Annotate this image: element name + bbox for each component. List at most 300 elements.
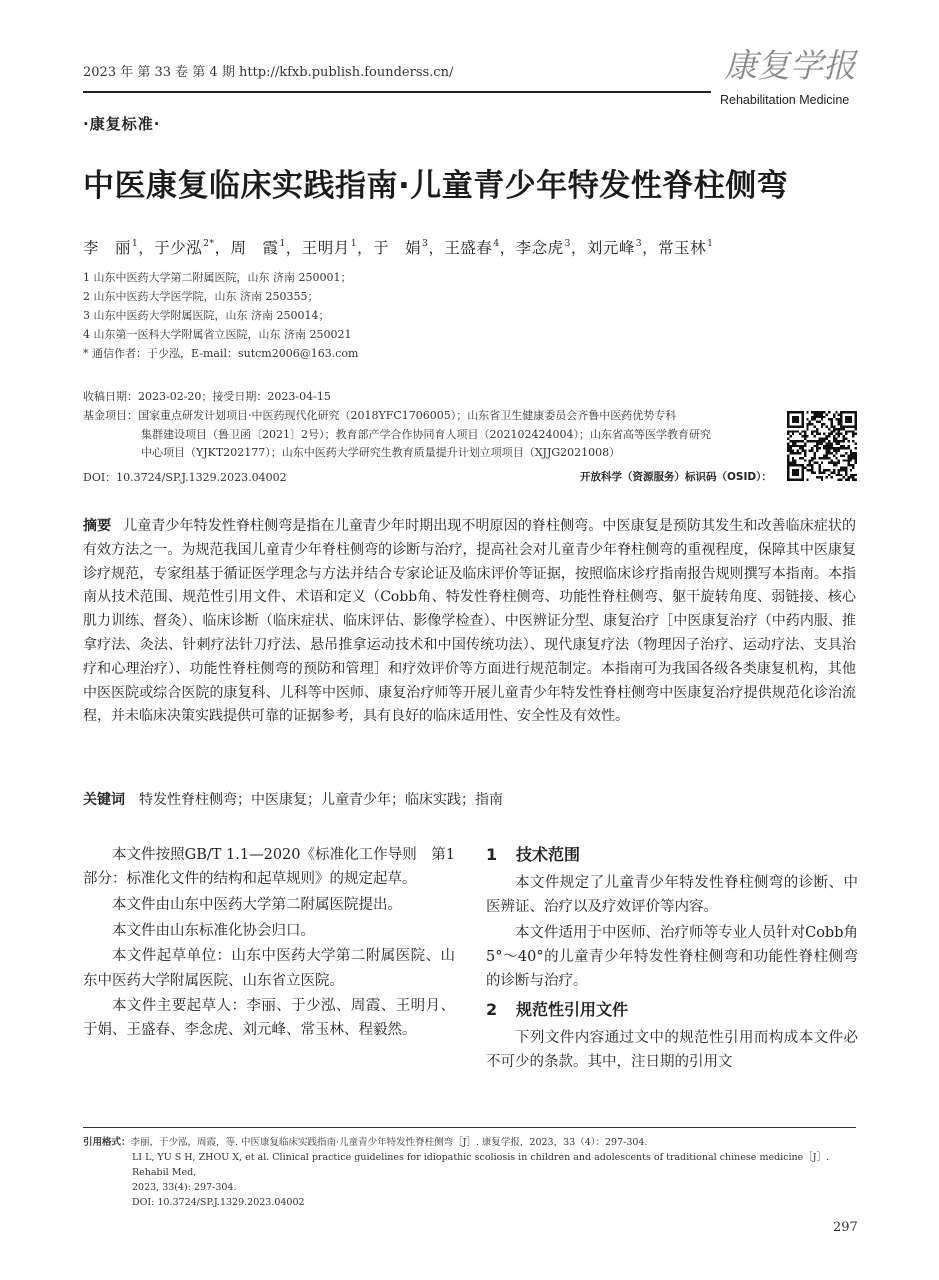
qr-module xyxy=(821,423,823,425)
qr-module xyxy=(840,413,842,415)
qr-module xyxy=(847,445,849,447)
qr-module xyxy=(794,442,796,444)
qr-module xyxy=(787,421,789,423)
qr-module xyxy=(814,411,816,413)
qr-module xyxy=(801,457,803,459)
qr-module xyxy=(804,452,806,454)
qr-module xyxy=(787,471,789,473)
qr-module xyxy=(799,411,801,413)
qr-module xyxy=(801,435,803,437)
qr-module xyxy=(787,450,789,452)
qr-module xyxy=(816,445,818,447)
qr-module xyxy=(847,476,849,478)
qr-module xyxy=(833,428,835,430)
author-affiliation-marker: 1 xyxy=(132,239,139,249)
qr-module xyxy=(833,469,835,471)
qr-module xyxy=(843,445,845,447)
qr-module xyxy=(823,433,825,435)
qr-module xyxy=(811,467,813,469)
qr-module xyxy=(850,450,852,452)
qr-module xyxy=(835,442,837,444)
qr-module xyxy=(789,440,791,442)
qr-module xyxy=(828,474,830,476)
qr-module xyxy=(835,464,837,466)
qr-module xyxy=(818,447,820,449)
qr-module xyxy=(840,423,842,425)
doi[interactable]: DOI：10.3724/SP.J.1329.2023.04002 xyxy=(83,471,287,484)
qr-module xyxy=(797,411,799,413)
qr-module xyxy=(804,467,806,469)
qr-module xyxy=(809,421,811,423)
qr-module xyxy=(843,454,845,456)
qr-module xyxy=(830,433,832,435)
qr-module xyxy=(840,440,842,442)
paragraph-standard: 本文件按照GB/T 1.1—2020《标准化工作导则 第1部分：标准化文件的结构和起草规则》的规定起草。 xyxy=(83,847,455,888)
qr-module xyxy=(828,469,830,471)
qr-module xyxy=(833,447,835,449)
qr-module xyxy=(797,421,799,423)
qr-module xyxy=(794,474,796,476)
qr-module xyxy=(811,411,813,413)
qr-module xyxy=(794,464,796,466)
qr-module xyxy=(794,459,796,461)
qr-module xyxy=(794,462,796,464)
qr-module xyxy=(811,416,813,418)
qr-module xyxy=(787,454,789,456)
qr-module xyxy=(835,440,837,442)
qr-module xyxy=(838,450,840,452)
qr-module xyxy=(845,438,847,440)
qr-module xyxy=(814,452,816,454)
qr-module xyxy=(852,479,854,481)
qr-module xyxy=(852,430,854,432)
qr-module xyxy=(838,430,840,432)
corresponding-author: * 通信作者：于少泓，E-mail：sutcm2006@163.com xyxy=(83,347,359,360)
qr-module xyxy=(799,447,801,449)
right-column xyxy=(486,843,858,1075)
qr-module xyxy=(792,462,794,464)
affiliations xyxy=(83,268,358,363)
qr-module xyxy=(804,459,806,461)
author-name: 李念虎 xyxy=(515,239,564,257)
qr-module xyxy=(818,476,820,478)
qr-module xyxy=(835,447,837,449)
qr-module xyxy=(792,416,794,418)
qr-module xyxy=(804,430,806,432)
qr-module xyxy=(809,459,811,461)
qr-module xyxy=(847,479,849,481)
qr-module xyxy=(855,442,857,444)
qr-module xyxy=(811,471,813,473)
qr-module xyxy=(797,464,799,466)
qr-module xyxy=(792,464,794,466)
qr-module xyxy=(828,462,830,464)
qr-module xyxy=(843,435,845,437)
qr-module xyxy=(852,411,854,413)
qr-module xyxy=(818,416,820,418)
qr-module xyxy=(792,440,794,442)
page-number: 297 xyxy=(833,1220,858,1235)
qr-module xyxy=(855,428,857,430)
section-tag: ·康复标准· xyxy=(83,115,161,133)
qr-module xyxy=(843,411,845,413)
qr-module xyxy=(845,469,847,471)
qr-module xyxy=(801,425,803,427)
author-affiliation-marker: 4 xyxy=(493,239,500,249)
qr-module xyxy=(792,471,794,473)
qr-module xyxy=(789,464,791,466)
qr-module xyxy=(799,440,801,442)
qr-module xyxy=(835,433,837,435)
qr-module xyxy=(847,457,849,459)
citation-line-1: 李丽，于少泓，周霞，等. 中医康复临床实践指南·儿童青少年特发性脊柱侧弯［J］. 康复学报，2023，33（4）：297-304. xyxy=(130,1137,648,1148)
qr-module xyxy=(833,425,835,427)
author-name: 周 霞 xyxy=(230,239,279,257)
qr-module xyxy=(821,442,823,444)
qr-module xyxy=(847,462,849,464)
qr-module xyxy=(787,430,789,432)
qr-module xyxy=(787,459,789,461)
qr-module xyxy=(855,474,857,476)
qr-module xyxy=(835,457,837,459)
qr-module xyxy=(845,452,847,454)
qr-module xyxy=(821,416,823,418)
qr-module xyxy=(852,467,854,469)
qr-module xyxy=(792,418,794,420)
qr-module xyxy=(823,471,825,473)
qr-module xyxy=(835,474,837,476)
qr-module xyxy=(845,430,847,432)
qr-module xyxy=(794,471,796,473)
qr-module xyxy=(835,428,837,430)
qr-module xyxy=(840,428,842,430)
author-name: 王明月 xyxy=(301,239,350,257)
qr-module xyxy=(811,457,813,459)
qr-module xyxy=(838,442,840,444)
qr-module xyxy=(797,471,799,473)
qr-module xyxy=(809,464,811,466)
qr-module xyxy=(835,418,837,420)
qr-module xyxy=(821,411,823,413)
qr-module xyxy=(830,462,832,464)
qr-module xyxy=(833,440,835,442)
qr-module xyxy=(809,450,811,452)
qr-module xyxy=(826,476,828,478)
qr-module xyxy=(847,416,849,418)
qr-module xyxy=(843,476,845,478)
qr-module xyxy=(850,469,852,471)
qr-module xyxy=(794,411,796,413)
qr-module xyxy=(799,433,801,435)
qr-module xyxy=(840,467,842,469)
qr-module xyxy=(833,438,835,440)
qr-module xyxy=(830,430,832,432)
author-affiliation-marker: 1 xyxy=(279,239,286,249)
qr-module xyxy=(792,474,794,476)
qr-module xyxy=(826,457,828,459)
qr-module xyxy=(814,462,816,464)
qr-module xyxy=(826,452,828,454)
qr-module xyxy=(855,447,857,449)
qr-module xyxy=(801,445,803,447)
qr-module xyxy=(789,445,791,447)
qr-module xyxy=(830,476,832,478)
qr-module xyxy=(852,425,854,427)
qr-module xyxy=(833,416,835,418)
qr-module xyxy=(794,469,796,471)
qr-module xyxy=(823,469,825,471)
qr-module xyxy=(855,423,857,425)
funding-line-1: 基金项目：国家重点研发计划项目·中医药现代化研究（2018YFC1706005）；山东省卫生健康委员会齐鲁中医药优势专科 xyxy=(83,409,677,422)
qr-module xyxy=(814,413,816,415)
author-affiliation-marker: 1 xyxy=(350,239,358,249)
received-accepted-dates: 收稿日期：2023-02-20；接受日期：2023-04-15 xyxy=(83,390,331,403)
author-affiliation-marker: 1 xyxy=(707,239,714,249)
qr-module xyxy=(845,418,847,420)
qr-module xyxy=(792,445,794,447)
qr-module xyxy=(828,433,830,435)
qr-module xyxy=(804,450,806,452)
qr-module xyxy=(806,423,808,425)
qr-module xyxy=(850,476,852,478)
qr-module xyxy=(799,452,801,454)
section-2-number: 2 xyxy=(486,999,498,1019)
qr-module xyxy=(816,440,818,442)
qr-module xyxy=(806,469,808,471)
qr-module xyxy=(792,421,794,423)
qr-module xyxy=(801,479,803,481)
qr-module xyxy=(794,430,796,432)
qr-module xyxy=(801,464,803,466)
qr-module xyxy=(830,418,832,420)
qr-module xyxy=(787,479,789,481)
qr-module xyxy=(852,476,854,478)
qr-module xyxy=(826,435,828,437)
author-name: 常玉林 xyxy=(658,239,707,257)
qr-module xyxy=(789,430,791,432)
qr-module xyxy=(830,442,832,444)
keywords-label: 关键词 xyxy=(83,792,125,808)
left-column xyxy=(83,843,455,1044)
qr-code-icon[interactable] xyxy=(787,411,857,481)
qr-module xyxy=(855,452,857,454)
qr-module xyxy=(840,416,842,418)
author-name: 刘元峰 xyxy=(586,239,635,257)
qr-module xyxy=(835,450,837,452)
qr-module xyxy=(828,428,830,430)
issue-line: 2023 年 第 33 卷 第 4 期 http://kfxb.publish.founderss.cn/ xyxy=(83,65,454,80)
qr-module xyxy=(787,462,789,464)
qr-module xyxy=(855,454,857,456)
qr-module xyxy=(794,452,796,454)
qr-module xyxy=(818,433,820,435)
qr-module xyxy=(792,411,794,413)
qr-module xyxy=(840,469,842,471)
qr-module xyxy=(797,469,799,471)
qr-module xyxy=(787,423,789,425)
qr-module xyxy=(838,447,840,449)
qr-module xyxy=(818,438,820,440)
abstract-label: 摘要 xyxy=(83,518,112,534)
qr-module xyxy=(826,413,828,415)
qr-module xyxy=(794,445,796,447)
qr-module xyxy=(789,452,791,454)
qr-module xyxy=(792,457,794,459)
section-2-paragraph-1: 下列文件内容通过文中的规范性引用而构成本文件必不可少的条款。其中，注日期的引用文 xyxy=(486,1029,858,1070)
qr-module xyxy=(801,411,803,413)
qr-module xyxy=(828,447,830,449)
qr-module xyxy=(797,474,799,476)
qr-module xyxy=(847,454,849,456)
qr-module xyxy=(804,433,806,435)
qr-module xyxy=(821,479,823,481)
header-rule xyxy=(83,91,711,93)
qr-module xyxy=(801,430,803,432)
qr-module xyxy=(806,435,808,437)
qr-module xyxy=(828,452,830,454)
qr-module xyxy=(816,428,818,430)
qr-module xyxy=(840,474,842,476)
qr-module xyxy=(840,421,842,423)
author-name: 于 娟 xyxy=(373,239,422,257)
keywords xyxy=(83,789,856,809)
qr-module xyxy=(804,435,806,437)
qr-module xyxy=(850,464,852,466)
qr-module xyxy=(845,416,847,418)
qr-module xyxy=(799,425,801,427)
qr-module xyxy=(818,413,820,415)
qr-module xyxy=(789,450,791,452)
qr-module xyxy=(843,467,845,469)
qr-module xyxy=(821,471,823,473)
qr-module xyxy=(787,445,789,447)
qr-module xyxy=(806,464,808,466)
qr-module xyxy=(821,476,823,478)
qr-module xyxy=(835,411,837,413)
qr-module xyxy=(845,411,847,413)
qr-module xyxy=(843,425,845,427)
qr-module xyxy=(828,411,830,413)
qr-module xyxy=(792,442,794,444)
qr-module xyxy=(797,479,799,481)
qr-module xyxy=(801,423,803,425)
qr-module xyxy=(811,447,813,449)
qr-module xyxy=(811,418,813,420)
qr-module xyxy=(787,457,789,459)
qr-module xyxy=(792,430,794,432)
qr-module xyxy=(806,428,808,430)
qr-module xyxy=(811,469,813,471)
qr-module xyxy=(799,445,801,447)
qr-module xyxy=(821,438,823,440)
qr-module xyxy=(787,474,789,476)
qr-module xyxy=(828,445,830,447)
qr-module xyxy=(787,413,789,415)
qr-module xyxy=(823,416,825,418)
qr-module xyxy=(814,440,816,442)
qr-module xyxy=(843,440,845,442)
abstract xyxy=(83,515,856,729)
qr-module xyxy=(850,425,852,427)
qr-module xyxy=(855,479,857,481)
qr-module xyxy=(823,447,825,449)
qr-module xyxy=(850,418,852,420)
qr-module xyxy=(833,462,835,464)
qr-module xyxy=(818,421,820,423)
qr-module xyxy=(847,418,849,420)
qr-module xyxy=(830,459,832,461)
qr-module xyxy=(801,474,803,476)
qr-module xyxy=(818,442,820,444)
affiliation-4: 4 山东第一医科大学附属省立医院，山东 济南 250021 xyxy=(83,328,352,341)
qr-module xyxy=(852,433,854,435)
qr-module xyxy=(826,469,828,471)
qr-module xyxy=(801,450,803,452)
qr-module xyxy=(789,435,791,437)
qr-module xyxy=(794,418,796,420)
qr-module xyxy=(792,450,794,452)
qr-module xyxy=(835,462,837,464)
qr-module xyxy=(838,459,840,461)
qr-module xyxy=(828,442,830,444)
qr-module xyxy=(818,469,820,471)
qr-module xyxy=(843,447,845,449)
qr-module xyxy=(828,450,830,452)
qr-module xyxy=(855,421,857,423)
qr-module xyxy=(855,418,857,420)
qr-module xyxy=(794,440,796,442)
qr-module xyxy=(787,476,789,478)
qr-module xyxy=(847,447,849,449)
funding-line-2: 集群建设项目（鲁卫函〔2021〕2号）；教育部产学合作协同育人项目（202102424004）；山东省高等医学教育研究 xyxy=(141,427,711,441)
qr-module xyxy=(821,413,823,415)
qr-module xyxy=(833,435,835,437)
section-2-title: 规范性引用文件 xyxy=(516,999,629,1019)
qr-module xyxy=(845,433,847,435)
qr-module xyxy=(811,440,813,442)
qr-module xyxy=(840,447,842,449)
qr-module xyxy=(792,452,794,454)
qr-module xyxy=(811,459,813,461)
qr-module xyxy=(818,464,820,466)
qr-module xyxy=(792,459,794,461)
qr-module xyxy=(852,440,854,442)
citation-label: 引用格式： xyxy=(83,1137,131,1148)
qr-module xyxy=(840,445,842,447)
qr-module xyxy=(833,450,835,452)
qr-module xyxy=(806,440,808,442)
qr-module xyxy=(818,457,820,459)
qr-module xyxy=(787,442,789,444)
paragraph-proposer: 本文件由山东中医药大学第二附属医院提出。 xyxy=(112,896,402,913)
qr-module xyxy=(850,452,852,454)
qr-module xyxy=(833,471,835,473)
qr-module xyxy=(814,435,816,437)
qr-module xyxy=(838,479,840,481)
qr-module xyxy=(833,413,835,415)
affiliation-3: 3 山东中医药大学附属医院，山东 济南 250014； xyxy=(83,309,330,322)
author-name: 王盛春 xyxy=(444,239,493,257)
section-1-title: 技术范围 xyxy=(516,845,581,864)
journal-logo xyxy=(720,44,860,84)
qr-module xyxy=(811,433,813,435)
qr-module xyxy=(821,462,823,464)
qr-module xyxy=(809,423,811,425)
qr-module xyxy=(838,435,840,437)
qr-module xyxy=(814,416,816,418)
qr-module xyxy=(838,428,840,430)
qr-module xyxy=(806,418,808,420)
